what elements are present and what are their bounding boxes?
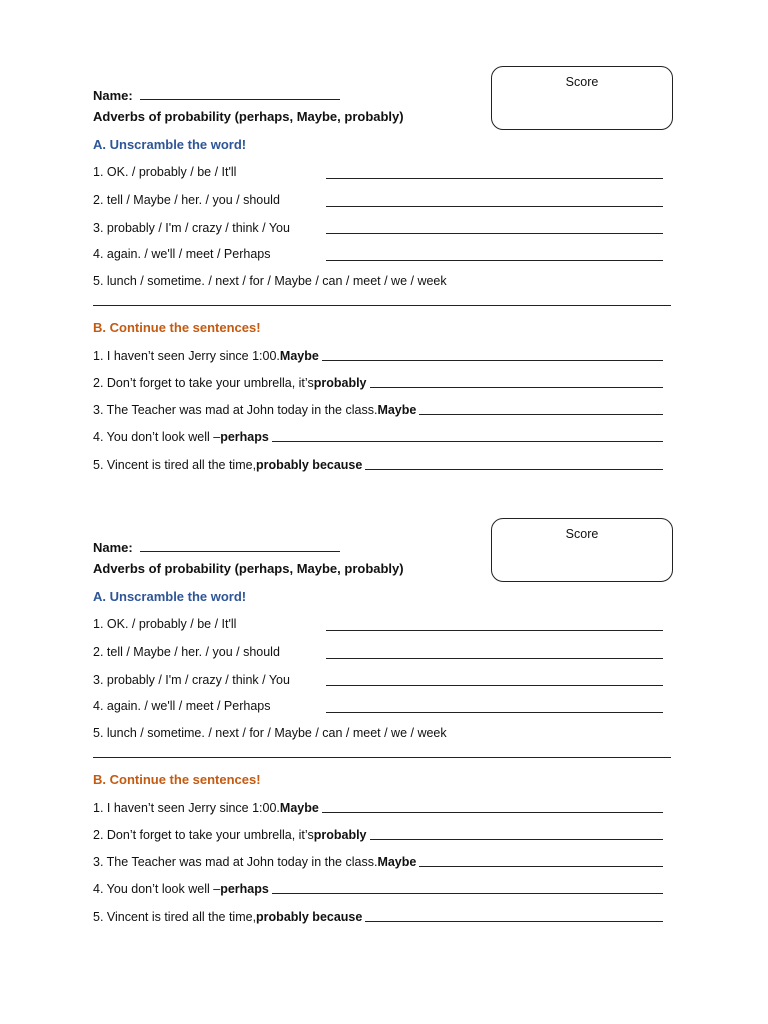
unscramble-item: 1. OK. / probably / be / It'll [93,165,237,179]
worksheet-title: Adverbs of probability (perhaps, Maybe, probably) [93,109,404,124]
continue-item-keyword: probably [313,828,367,842]
name-row [93,540,340,555]
section-a-heading: A. Unscramble the word! [93,589,247,604]
unscramble-item: 2. tell / Maybe / her. / you / should [93,193,280,207]
answer-line-long[interactable] [93,757,671,758]
answer-line[interactable] [365,921,663,922]
name-label: Name: [93,88,133,103]
continue-item-keyword: perhaps [220,430,269,444]
continue-item-text: 4. You don’t look well – [93,430,221,444]
continue-item-text: 5. Vincent is tired all the time, [93,458,257,472]
score-box[interactable] [491,66,673,130]
continue-item-keyword: probably because [256,910,363,924]
continue-item-text: 1. I haven’t seen Jerry since 1:00. [93,801,280,815]
answer-line[interactable] [322,812,663,813]
unscramble-item: 5. lunch / sometime. / next / for / Maybe / can / meet / we / week [93,274,447,288]
continue-item-keyword: Maybe [279,349,319,363]
continue-item [93,458,663,472]
continue-item [93,882,663,896]
section-b-heading: B. Continue the sentences! [93,772,261,787]
name-field[interactable] [140,88,340,100]
score-label: Score [565,75,599,89]
continue-item [93,430,663,444]
continue-item [93,801,663,815]
answer-line-long[interactable] [93,305,671,306]
section-a-heading: A. Unscramble the word! [93,137,247,152]
continue-item-keyword: Maybe [377,403,417,417]
name-row [93,88,340,103]
worksheet-2 [0,518,768,970]
unscramble-item: 5. lunch / sometime. / next / for / Maybe / can / meet / we / week [93,726,447,740]
name-field[interactable] [140,540,340,552]
continue-item-keyword: perhaps [220,882,269,896]
score-box[interactable] [491,518,673,582]
answer-line[interactable] [370,387,663,388]
answer-line[interactable] [326,685,663,686]
answer-line[interactable] [326,630,663,631]
answer-line[interactable] [326,206,663,207]
worksheet-1 [0,66,768,518]
answer-line[interactable] [370,839,663,840]
answer-line[interactable] [272,893,663,894]
continue-item-text: 1. I haven’t seen Jerry since 1:00. [93,349,280,363]
continue-item-text: 3. The Teacher was mad at John today in the class. [93,403,378,417]
answer-line[interactable] [272,441,663,442]
unscramble-item: 1. OK. / probably / be / It'll [93,617,237,631]
continue-item-text: 2. Don’t forget to take your umbrella, it’s [93,376,314,390]
continue-item [93,910,663,924]
unscramble-item: 4. again. / we'll / meet / Perhaps [93,247,271,261]
unscramble-item: 4. again. / we'll / meet / Perhaps [93,699,271,713]
answer-line[interactable] [326,658,663,659]
worksheet-title: Adverbs of probability (perhaps, Maybe, probably) [93,561,404,576]
unscramble-item: 2. tell / Maybe / her. / you / should [93,645,280,659]
answer-line[interactable] [322,360,663,361]
answer-line[interactable] [365,469,663,470]
answer-line[interactable] [419,866,663,867]
continue-item-text: 5. Vincent is tired all the time, [93,910,257,924]
section-b-heading: B. Continue the sentences! [93,320,261,335]
unscramble-item: 3. probably / I'm / crazy / think / You [93,673,290,687]
continue-item [93,855,663,869]
continue-item-keyword: probably [313,376,367,390]
answer-line[interactable] [326,712,663,713]
unscramble-item: 3. probably / I'm / crazy / think / You [93,221,290,235]
name-label: Name: [93,540,133,555]
continue-item-text: 2. Don’t forget to take your umbrella, it’s [93,828,314,842]
continue-item [93,828,663,842]
continue-item-text: 3. The Teacher was mad at John today in the class. [93,855,378,869]
continue-item [93,403,663,417]
answer-line[interactable] [326,178,663,179]
continue-item-text: 4. You don’t look well – [93,882,221,896]
continue-item [93,349,663,363]
continue-item-keyword: Maybe [377,855,417,869]
continue-item-keyword: Maybe [279,801,319,815]
answer-line[interactable] [326,233,663,234]
score-label: Score [565,527,599,541]
answer-line[interactable] [326,260,663,261]
answer-line[interactable] [419,414,663,415]
continue-item-keyword: probably because [256,458,363,472]
continue-item [93,376,663,390]
